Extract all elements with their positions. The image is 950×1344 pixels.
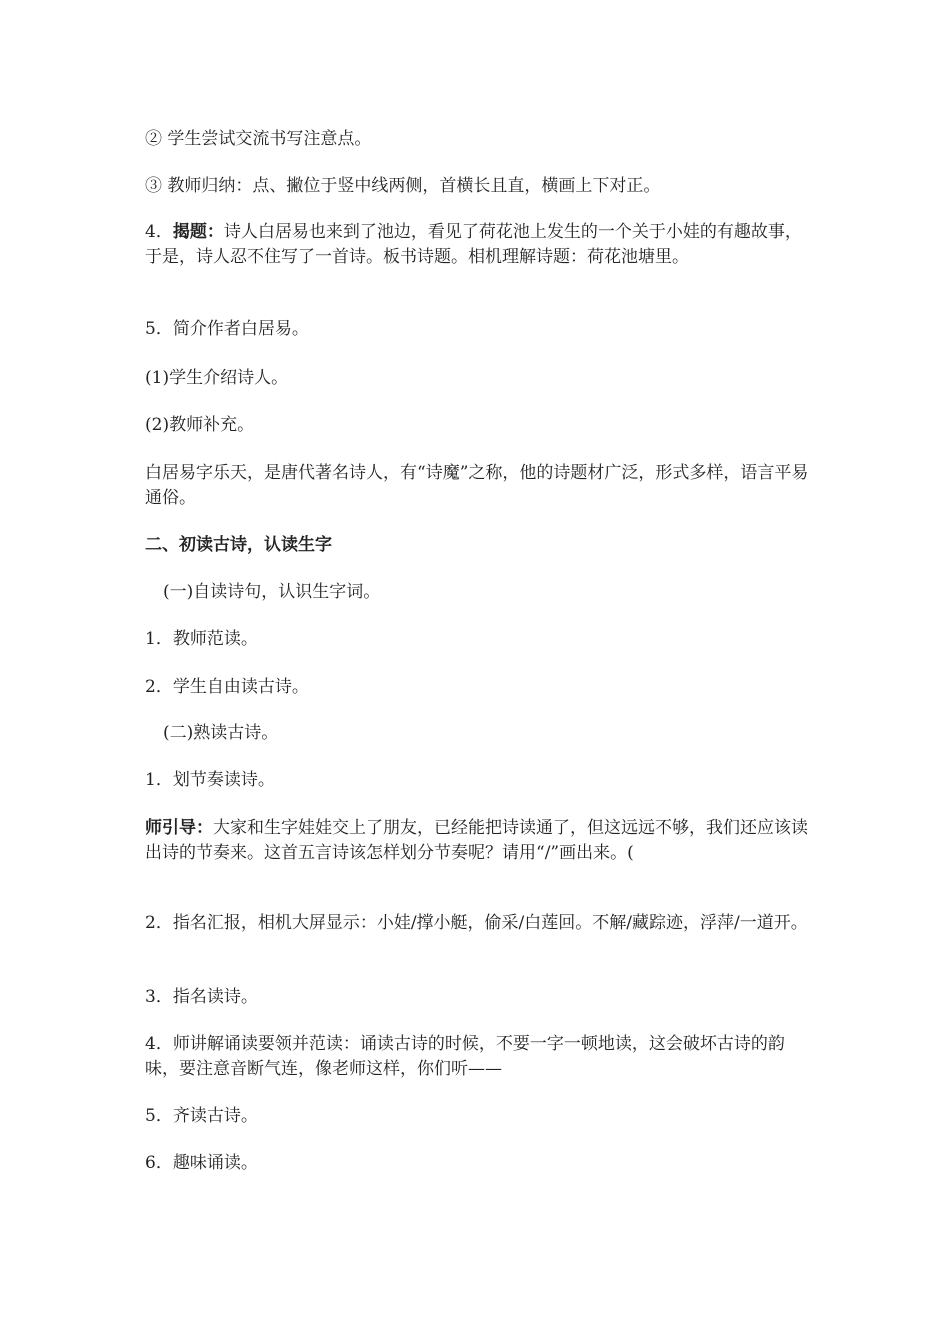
paragraph-student-discuss: ② 学生尝试交流书写注意点。 <box>145 129 372 149</box>
teacher-guidance-label: 师引导： <box>145 818 213 838</box>
paragraph-teacher-guidance <box>145 816 810 866</box>
paragraph-fun-recitation: 6．趣味诵读。 <box>145 1153 258 1173</box>
paragraph-recitation-tips: 4．师讲解诵读要领并范读：诵读古诗的时候，不要一字一顿地读，这会破坏古诗的韵味，要注意音断气连，像老师这样，你们听—— <box>145 1034 785 1079</box>
subsection-fluent-reading: (二)熟读古诗。 <box>163 723 279 743</box>
paragraph-teacher-supplement: (2)教师补充。 <box>145 415 255 435</box>
section-heading-first-reading: 二、初读古诗，认读生字 <box>145 535 332 555</box>
reveal-title-body: 诗人白居易也来到了池边，看见了荷花池上发生的一个关于小娃的有趣故事，于是，诗人忍不住写了一首诗。板书诗题。相机理解诗题：荷花池塘里。 <box>145 222 802 267</box>
paragraph-teacher-model-reading: 1．教师范读。 <box>145 629 258 649</box>
paragraph-student-introduce: (1)学生介绍诗人。 <box>145 368 289 388</box>
reveal-title-label: 揭题： <box>172 222 224 242</box>
paragraph-author-intro: 5．简介作者白居易。 <box>145 319 309 339</box>
paragraph-chorus-reading: 5．齐读古诗。 <box>145 1106 258 1126</box>
teacher-guidance-body: 大家和生字娃娃交上了朋友，已经能把诗读通了，但这远远不够，我们还应该读出诗的节奏来。这首五言诗该怎样划分节奏呢？请用“/”画出来。( <box>145 818 808 863</box>
paragraph-named-reading: 3．指名读诗。 <box>145 987 258 1007</box>
paragraph-reveal-title <box>145 220 810 270</box>
paragraph-teacher-summary: ③ 教师归纳：点、撇位于竖中线两侧，首横长且直，横画上下对正。 <box>145 176 661 196</box>
paragraph-bai-juyi-bio: 白居易字乐天，是唐代著名诗人，有“诗魔”之称，他的诗题材广泛，形式多样，语言平易通俗。 <box>145 463 809 508</box>
subsection-self-reading: (一)自读诗句，认识生字词。 <box>163 582 381 602</box>
paragraph-number: 4． <box>145 222 173 242</box>
paragraph-rhythm-reading: 1．划节奏读诗。 <box>145 770 275 790</box>
paragraph-rhythm-display: 2．指名汇报，相机大屏显示：小娃/撑小艇，偷采/白莲回。不解/藏踪迹，浮萍/一道开。 <box>145 913 808 933</box>
paragraph-free-reading: 2．学生自由读古诗。 <box>145 677 309 697</box>
